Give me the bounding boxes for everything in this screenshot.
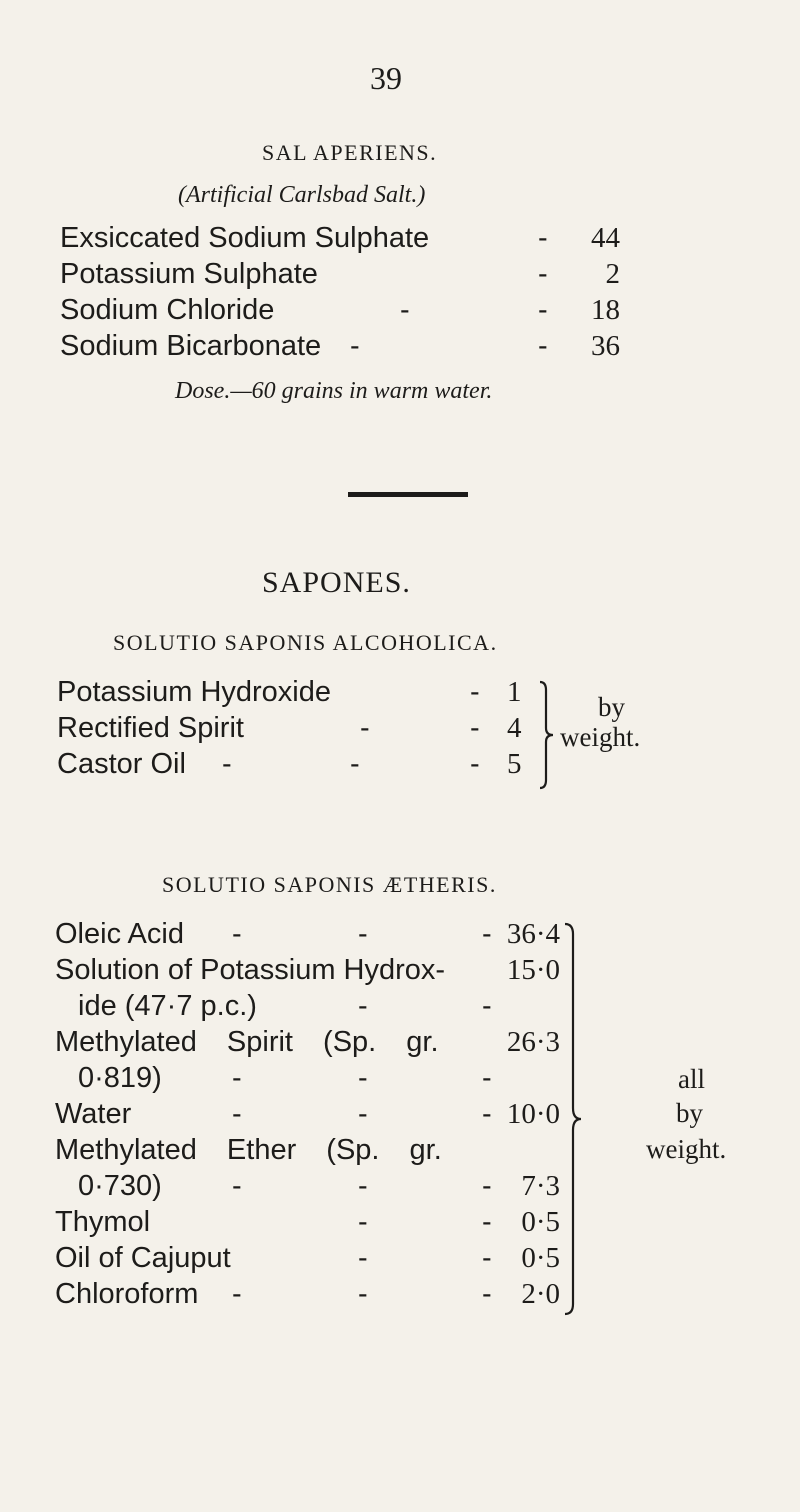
ingredient-qty: 26·3	[506, 1026, 560, 1058]
ingredient-name: Potassium Hydroxide	[57, 676, 331, 708]
leader-dash: -	[358, 1278, 368, 1310]
leader-dash: -	[400, 294, 410, 326]
curly-brace	[562, 922, 584, 1316]
by-weight-note-line1: by	[598, 692, 625, 722]
ingredient-qty: 18	[591, 294, 620, 326]
ingredient-name: Oil of Cajuput	[55, 1242, 231, 1274]
leader-dash: -	[232, 1170, 242, 1202]
ingredient-name-continued: 0·730)	[78, 1170, 162, 1202]
leader-dash: -	[358, 1098, 368, 1130]
ingredient-name: Chloroform	[55, 1278, 199, 1310]
leader-dash: -	[358, 1170, 368, 1202]
by-weight-note-line2: weight.	[560, 722, 641, 752]
ingredient-name: Castor Oil	[57, 748, 186, 780]
ingredient-name: Methylated Ether (Sp. gr.	[55, 1134, 442, 1166]
leader-dash: -	[482, 1170, 492, 1202]
ingredient-qty: 2·0	[521, 1278, 560, 1310]
leader-dash: -	[482, 1278, 492, 1310]
ingredient-qty: 7·3	[521, 1170, 560, 1202]
ingredient-qty: 10·0	[506, 1098, 560, 1130]
leader-dash: -	[358, 918, 368, 950]
page-number: 39	[370, 60, 402, 96]
ingredient-qty: 44	[591, 222, 620, 254]
ingredient-name: Rectified Spirit	[57, 712, 244, 744]
ingredient-qty: 0·5	[521, 1206, 560, 1238]
leader-dash: -	[482, 990, 492, 1022]
leader-dash: -	[482, 1242, 492, 1274]
ingredient-qty: 1	[507, 676, 522, 708]
dose-note: Dose.—60 grains in warm water.	[175, 378, 493, 404]
subsection-title-alcoholica: SOLUTIO SAPONIS ALCOHOLICA.	[113, 630, 498, 655]
leader-dash: -	[222, 748, 232, 780]
section-divider	[348, 492, 468, 497]
leader-dash: -	[470, 676, 480, 708]
leader-dash: -	[232, 918, 242, 950]
leader-dash: -	[538, 330, 548, 362]
all-by-weight-note-line1: all	[678, 1064, 705, 1094]
all-by-weight-note-line2: by	[676, 1098, 703, 1128]
section-title-sal-aperiens: SAL APERIENS.	[262, 140, 438, 165]
leader-dash: -	[482, 1206, 492, 1238]
ingredient-name: Oleic Acid	[55, 918, 184, 950]
leader-dash: -	[358, 1242, 368, 1274]
ingredient-qty: 4	[507, 712, 522, 744]
ingredient-name: Methylated Spirit (Sp. gr.	[55, 1026, 439, 1058]
leader-dash: -	[232, 1278, 242, 1310]
subsection-title-aetheris: SOLUTIO SAPONIS ÆTHERIS.	[162, 872, 497, 897]
leader-dash: -	[360, 712, 370, 744]
ingredient-qty: 0·5	[521, 1242, 560, 1274]
leader-dash: -	[358, 990, 368, 1022]
leader-dash: -	[538, 294, 548, 326]
leader-dash: -	[358, 1206, 368, 1238]
leader-dash: -	[350, 330, 360, 362]
ingredient-qty: 15·0	[506, 954, 560, 986]
ingredient-name: Sodium Bicarbonate	[60, 330, 322, 362]
leader-dash: -	[482, 1098, 492, 1130]
curly-brace	[536, 680, 556, 790]
leader-dash: -	[482, 918, 492, 950]
ingredient-name: Potassium Sulphate	[60, 258, 318, 290]
leader-dash: -	[470, 712, 480, 744]
ingredient-qty: 5	[507, 748, 522, 780]
all-by-weight-note-line3: weight.	[646, 1134, 727, 1164]
leader-dash: -	[232, 1098, 242, 1130]
leader-dash: -	[232, 1062, 242, 1094]
ingredient-name: Water	[55, 1098, 132, 1130]
section-title-sapones: SAPONES.	[262, 566, 411, 599]
section-subtitle-carlsbad: (Artificial Carlsbad Salt.)	[178, 182, 426, 208]
ingredient-name: Sodium Chloride	[60, 294, 275, 326]
ingredient-name-continued: ide (47·7 p.c.)	[78, 990, 257, 1022]
leader-dash: -	[470, 748, 480, 780]
ingredient-name: Solution of Potassium Hydrox-	[55, 954, 446, 986]
leader-dash: -	[358, 1062, 368, 1094]
ingredient-name: Thymol	[55, 1206, 151, 1238]
ingredient-name-continued: 0·819)	[78, 1062, 162, 1094]
ingredient-qty: 36	[591, 330, 620, 362]
ingredient-qty: 36·4	[506, 918, 560, 950]
leader-dash: -	[350, 748, 360, 780]
leader-dash: -	[538, 258, 548, 290]
ingredient-qty: 2	[605, 258, 620, 290]
leader-dash: -	[482, 1062, 492, 1094]
leader-dash: -	[538, 222, 548, 254]
ingredient-name: Exsiccated Sodium Sulphate	[60, 222, 430, 254]
